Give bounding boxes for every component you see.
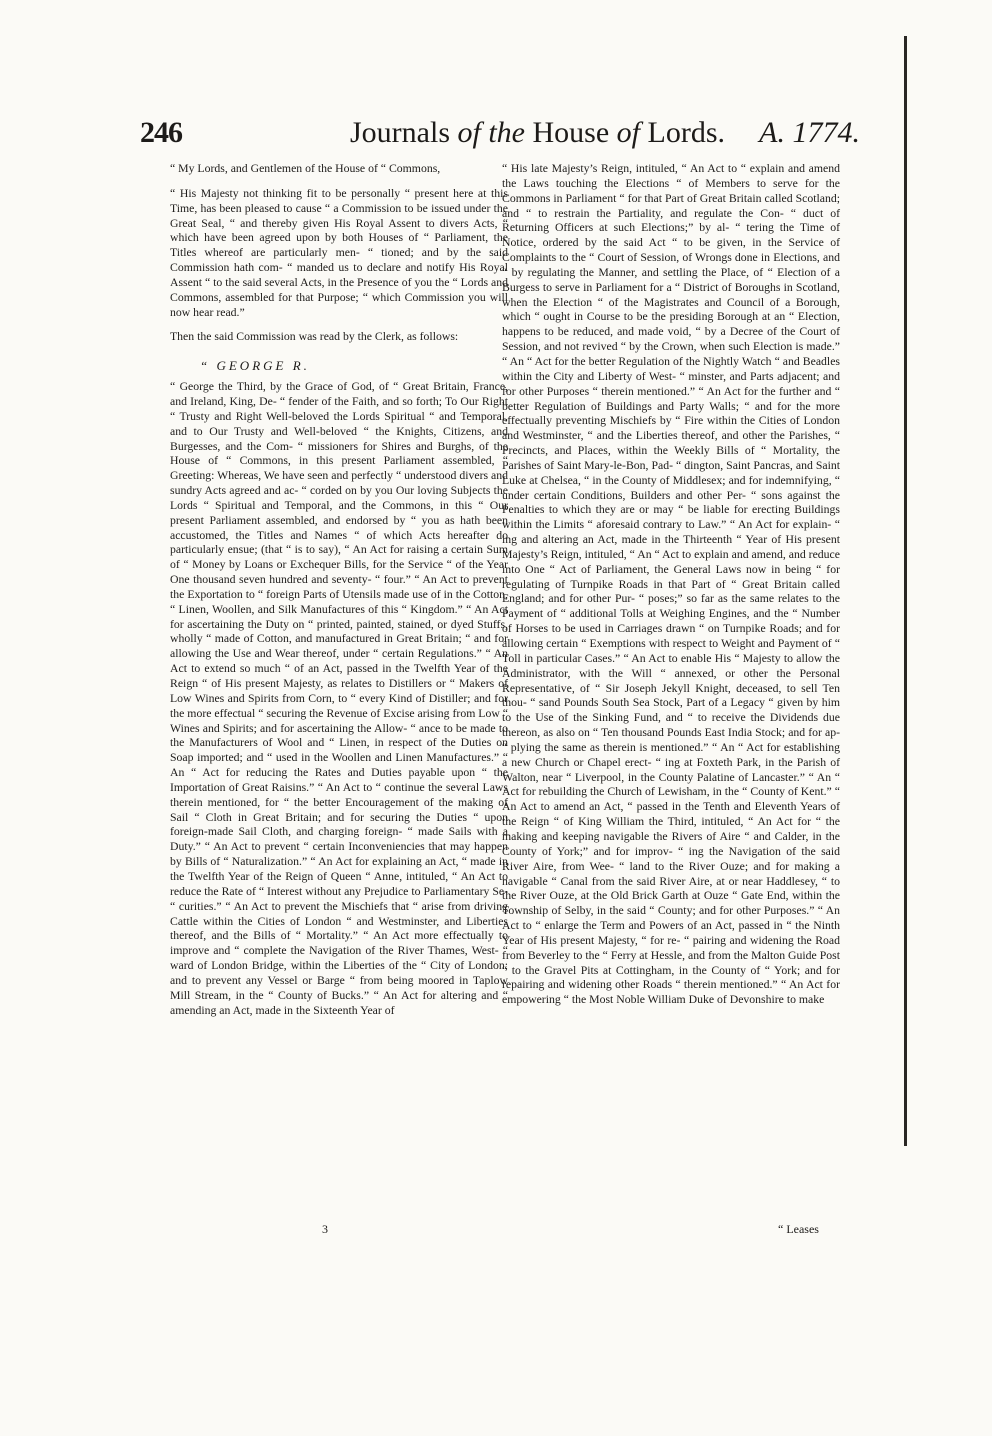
title-of: of (457, 116, 481, 149)
title-journals: Journals (350, 116, 450, 149)
year: A. 1774. (759, 116, 860, 149)
commission-paragraph: “ His Majesty not thinking fit to be personally “ present here at this Time, has been pleased to cause “ a Commission to be issued under the Great Seal, “ and thereby given His Royal Assent to divers Acts, “ which have been agreed upon by both Houses of “ Parliament, the Titles whereof are particularly men- “ tioned; and by the said Commission hath com- “ manded us to declare and notify His Royal Assent “ to the said several Acts, in the Presence of you the “ Lords and Commons, assembled for that Purpose; “ which Commission you will now hear read.” (170, 186, 508, 319)
acts-continuation: “ His late Majesty’s Reign, intituled, “ An Act to “ explain and amend the Laws touching the Elections “ of Members to serve for the Commons in Parliament “ for that Part of Great Britain called Scotland; and “ to restrain the Partiality, and regulate the Con- “ duct of Returning Officers at such Elections;” by al- “ tering the Time of Notice, ordered by the said Act “ to be given, in the Service of Complaints to the “ Court of Session, of Wrongs done in Elections, and “ by regulating the Manner, and settling the Place, of “ Election of a Burgess to serve in Parliament for a “ District of Boroughs in Scotland, when the Election “ of the Magistrates and Council of a Borough, which “ ought in Course to be the presiding Borough at an “ Election, happens to be reduced, and made void, “ by a Decree of the Court of Session, and not revived “ by the Crown, when such Election is made.” “ An “ Act for the better Regulation of the Nightly Watch “ and Beadles within the City and Liberty of West- “ minster, and Parts adjacent; and for other Purposes “ therein mentioned.” “ An Act for the further and “ better Regulation of Buildings and Party Walls; “ and for the more effectually preventing Mischiefs by “ Fire within the Cities of London and Westminster, “ and the Liberties thereof, and other the Parishes, “ Precincts, and Places, within the Weekly Bills of “ Mortality, the Parishes of Saint Mary-le-Bon, Pad- “ dington, Saint Pancras, and Saint Luke at Chelsea, “ in the County of Middlesex; and for indemnifying, “ under certain Conditions, Builders and other Per- “ sons against the Penalties to which they are or may “ be liable for erecting Buildings within the Limits “ aforesaid contrary to Law.” “ An Act for explain- “ ing and altering an Act, made in the Thirteenth “ Year of His present Majesty’s Reign, intituled, “ An “ Act to explain and amend, and reduce into One “ Act of Parliament, the General Laws now in being “ for regulating of Turnpike Roads in that Part of “ Great Britain called England; and for other Pur- “ poses;” so far as the same relates to the Payment of “ additional Tolls at Weighing Engines, and the “ Number of Horses to be used in Carriages drawn “ on Turnpike Roads; and for allowing certain “ Exemptions with respect to Weight and Payment of “ Toll in particular Cases.” “ An Act to enable His “ Majesty to allow the Administrator, with the Will “ annexed, or other the Personal Representative, of “ Sir Joseph Jekyll Knight, deceased, to sell Ten thou- “ sand Pounds South Sea Stock, Part of a Legacy “ given by him to the Use of the Sinking Fund, and “ to receive the Dividends due thereon, as also on “ Ten thousand Pounds East India Stock; and for ap- “ plying the same as therein is mentioned.” “ An “ Act for establishing a new Church or Chapel erect- “ ing at Foxteth Park, in the Parish of Walton, near “ Liverpool, in the County Palatine of Lancaster.” “ An “ Act for rebuilding the Church of Lewisham, in the “ County of Kent.” “ An Act to amend an Act, “ passed in the Tenth and Eleventh Years of the Reign “ of King William the Third, intituled, “ An Act for “ the making and keeping navigable the Rivers of Aire “ and Calder, in the County of York;” and for improv- “ ing the Navigation of the said River Aire, from Wee- “ land to the River Ouze; and for making a navigable “ Canal from the said River Aire, at or near Haddlesey, “ to the River Ouze, at the Old Brick Garth at Ouze “ Gate End, within the Township of Selby, in the said “ County; and for other Purposes.” “ An Act to “ enlarge the Term and Powers of an Act, passed in “ the Ninth Year of His present Majesty, “ for re- “ pairing and widening the Road from Beverley to the “ Ferry at Hessle, and from the Malton Guide Post “ to the Gravel Pits at Cottingham, in the County of “ York; and for repairing and widening other Roads “ therein mentioned.” “ An Act for empowering “ the Most Noble William Duke of Devonshire to make (502, 162, 840, 1007)
catchword: “ Leases (778, 1222, 819, 1236)
title-the: the (488, 116, 525, 149)
running-title (350, 116, 725, 150)
running-header (140, 116, 860, 156)
signature-mark: 3 (322, 1222, 328, 1236)
title-lords: Lords. (647, 116, 725, 149)
left-column (170, 162, 508, 1018)
scan-edge-line (904, 36, 907, 1146)
page-number: 246 (140, 116, 182, 149)
right-column (502, 162, 840, 1008)
royal-heading: “ GEORGE R. (200, 358, 310, 374)
title-of-2: of (616, 116, 640, 149)
commission-text: “ George the Third, by the Grace of God, of “ Great Britain, France, and Ireland, King, De- “ fender of the Faith, and so forth; To Our Right “ Trusty and Right Well-beloved the Lords Spiritual “ and Temporal, and to Our Trusty and Well-beloved “ the Knights, Citizens, and Burgesses, and the Com- “ missioners for Shires and Burghs, of the House of “ Commons, in this present Parliament assembled, “ Greeting: Whereas, We have seen and perfectly “ understood divers and sundry Acts agreed and ac- “ corded on by you Our loving Subjects the Lords “ Spiritual and Temporal, and the Commons, in this “ Our present Parliament assembled, and endorsed by “ you as hath been accustomed, the Titles and Names “ of which Acts hereafter do particularly ensue; (that “ is to say), “ An Act for raising a certain Sum of “ Money by Loans or Exchequer Bills, for the Service “ of the Year One thousand seven hundred and seventy- “ four.” “ An Act to prevent the Exportation to “ foreign Parts of Utensils made use of in the Cotton, “ Linen, Woollen, and Silk Manufactures of this “ Kingdom.” “ An Act for ascertaining the Duty on “ printed, painted, stained, or dyed Stuffs, wholly “ made of Cotton, and manufactured in Great Britain; “ and for allowing the Use and Wear thereof, under “ certain Regulations.” “ An Act to extend so much “ of an Act, passed in the Twelfth Year of the Reign “ of His present Majesty, as relates to Distillers or “ Makers of Low Wines and Spirits from Corn, to “ every Kind of Distiller; and for the more effectual “ securing the Revenue of Excise arising from Low “ Wines and Spirits; and for ascertaining the Allow- “ ance to be made to the Manufacturers of Wool and “ Linen, in respect of the Duties on Soap imported; and “ used in the Woollen and Linen Manufactures.” “ An “ Act for reducing the Rates and Duties payable upon “ the Importation of Great Raisins.” “ An Act to “ continue the several Laws therein mentioned, for “ the better Encouragement of the making of Sail “ Cloth in Great Britain; and for securing the Duties “ upon foreign-made Sail Cloth, and charging foreign- “ made Sails with a Duty.” “ An Act to prevent “ certain Inconveniencies that may happen by Bills of “ Naturalization.” “ An Act for explaining an Act, “ made in the Twelfth Year of the Reign of Queen “ Anne, intituled, “ An Act to reduce the Rate of “ Interest without any Prejudice to Parliamentary Se- “ curities.” “ An Act to prevent the Mischiefs that “ arise from driving Cattle within the Cities of London “ and Westminster, and Liberties thereof, and the Bills of “ Mortality.” “ An Act more effectually to improve and “ complete the Navigation of the River Thames, West- “ ward of London Bridge, within the Liberties of the “ City of London; and to prevent any Vessel or Barge “ from being moored in Taplow Mill Stream, in the “ County of Bucks.” “ An Act for altering and “ amending an Act, made in the Sixteenth Year of (170, 380, 508, 1017)
address-opening: “ My Lords, and Gentlemen of the House of “ Commons, (170, 162, 441, 175)
clerk-reading-paragraph: Then the said Commission was read by the Clerk, as follows: (170, 330, 459, 344)
title-house: House (532, 116, 610, 149)
